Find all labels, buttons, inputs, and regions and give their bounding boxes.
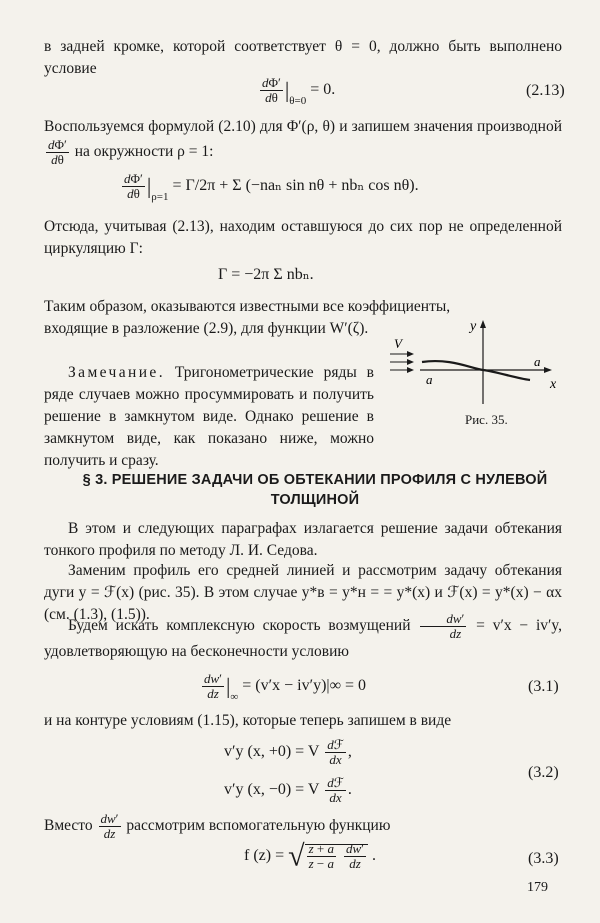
paragraph-coefficients-a: Таким образом, оказываются известными все коэффициенты, (44, 298, 451, 315)
paragraph-remark (44, 362, 374, 472)
flow-arrow-icon (407, 359, 414, 365)
paragraph-sedov: В этом и следующих параграфах излагается решение задачи обтекания тонкого профиля по методу Л. И. Седова. (44, 520, 562, 559)
paragraph-velocity-text: Будем искать комплексную скорость возмущений (68, 617, 411, 635)
flow-arrow-icon (407, 351, 414, 357)
equation-number-3-1: (3.1) (528, 678, 559, 695)
equation-derivative-series: $\frac{d\Phi'}{d\theta}$ $|_{\rho=1} = \Gamma/2\pi + \Sigma$ (−naₙ sin nθ + nbₙ cos nθ). (124, 171, 419, 204)
paragraph-circulation: Отсюда, учитывая (2.13), находим оставшуюся до сих пор не определенной циркуляцию Γ: (44, 218, 562, 257)
figure-label-a-left: a (426, 372, 433, 387)
figure-caption: Рис. 35. (465, 412, 508, 427)
equation-number-3-3: (3.3) (528, 850, 559, 867)
paragraph-arc: Заменим профиль его средней линией и рассмотрим задачу обтекания дуги y = ℱ(x) (рис. 35). В этом случае y*в = y*н = = y*(x) и ℱ(x) = y*(x) − αx (см. (1.3), (1.5)). (44, 562, 562, 623)
x-axis-arrow-icon (544, 367, 552, 373)
figure-label-a-right: a (534, 354, 541, 369)
paragraph-formula-text: Воспользуемся формулой (2.10) для Φ′(ρ, θ) и запишем значения производной (44, 118, 562, 135)
paragraph-auxiliary-tail: рассмотрим вспомогательную функцию (126, 817, 391, 835)
equation-3-1: $\frac{dw'}{dz}$ $|_\infty = (v'x - iv'y)|\infty = 0$ (204, 671, 367, 704)
remark-text: Тригонометрические ряды в ряде случаев можно просуммировать и получить решение в замкнутом виде. Однако решение в замкнутом виде, как показано ниже, можно получить и сразу. (44, 364, 375, 469)
figure-label-y: y (470, 319, 477, 334)
paragraph-auxiliary-text: Вместо (44, 817, 93, 835)
equation-3-2-upper-text: v′y (x, +0) = V (224, 743, 320, 761)
equation-3-1-rhs: = (v′x − iv′y)|∞ = 0 (242, 677, 367, 695)
y-axis-arrow-icon (480, 320, 486, 328)
paragraph-contour: и на контуре условиям (1.15), которые теперь запишем в виде (44, 712, 452, 729)
remark-label: Замечание. (68, 364, 165, 381)
paragraph-auxiliary: Вместо $\frac{dw'}{dz}$ рассмотрим вспомогательную функцию (44, 811, 391, 841)
paragraph-intro: в задней кромке, которой соответствует θ = 0, должно быть выполнено условие (44, 38, 562, 77)
paragraph-coefficients-b: входящие в разложение (2.9), для функции W′(ζ). (44, 320, 369, 337)
equation-derivative-series-rhs: = Γ/2π + Σ (−naₙ sin nθ + nbₙ cos nθ). (172, 177, 419, 195)
equation-2-13: $\frac{d\Phi'}{d\theta}$ $|_{\theta=0} = 0$. (262, 75, 336, 108)
equation-number-2-13: (2.13) (526, 82, 565, 99)
figure-label-v: V (394, 336, 402, 351)
equation-3-3-lhs: f (z) = (244, 847, 285, 865)
equation-3-2-lower-text: v′y (x, −0) = V (224, 781, 320, 799)
page-number: 179 (527, 880, 548, 895)
equation-3-2-lower: v′y (x, −0) = V $\frac{\text{dℱ}}{dx}$ . (224, 775, 352, 805)
paragraph-velocity-tail: = v′x − iv′y, удовлетворяющую на бесконечности условию (44, 617, 563, 660)
equation-2-13-rhs: = 0. (310, 81, 336, 99)
figure-35 (380, 318, 560, 410)
flow-arrow-icon (407, 367, 414, 373)
equation-3-2-upper: v′y (x, +0) = V $\frac{\text{dℱ}}{dx}$ , (224, 737, 352, 767)
paragraph-formula-tail: на окружности ρ = 1: (74, 143, 214, 161)
equation-number-3-2: (3.2) (528, 764, 559, 781)
paragraph-velocity: Будем искать комплексную скорость возмущений $\frac{dw'}{dz}$ = v′x − iv′y, удовлетворяющую на бесконечности условию (44, 611, 563, 660)
figure-label-x: x (550, 377, 557, 392)
equation-3-3: f (z) = √ $\frac{z + a}{z - a}$ $\frac{dw'}{dz}$ . (244, 839, 376, 873)
section-heading: § 3. РЕШЕНИЕ ЗАДАЧИ ОБ ОБТЕКАНИИ ПРОФИЛЯ С НУЛЕВОЙ ТОЛЩИНОЙ (82, 472, 548, 508)
equation-circulation: Γ = −2π Σ nbₙ. (218, 266, 314, 283)
paragraph-formula: Воспользуемся формулой (2.10) для Φ′(ρ, θ) и запишем значения производной $\frac{d\Phi'}{d\theta}$ на окружности ρ = 1: (44, 118, 562, 167)
